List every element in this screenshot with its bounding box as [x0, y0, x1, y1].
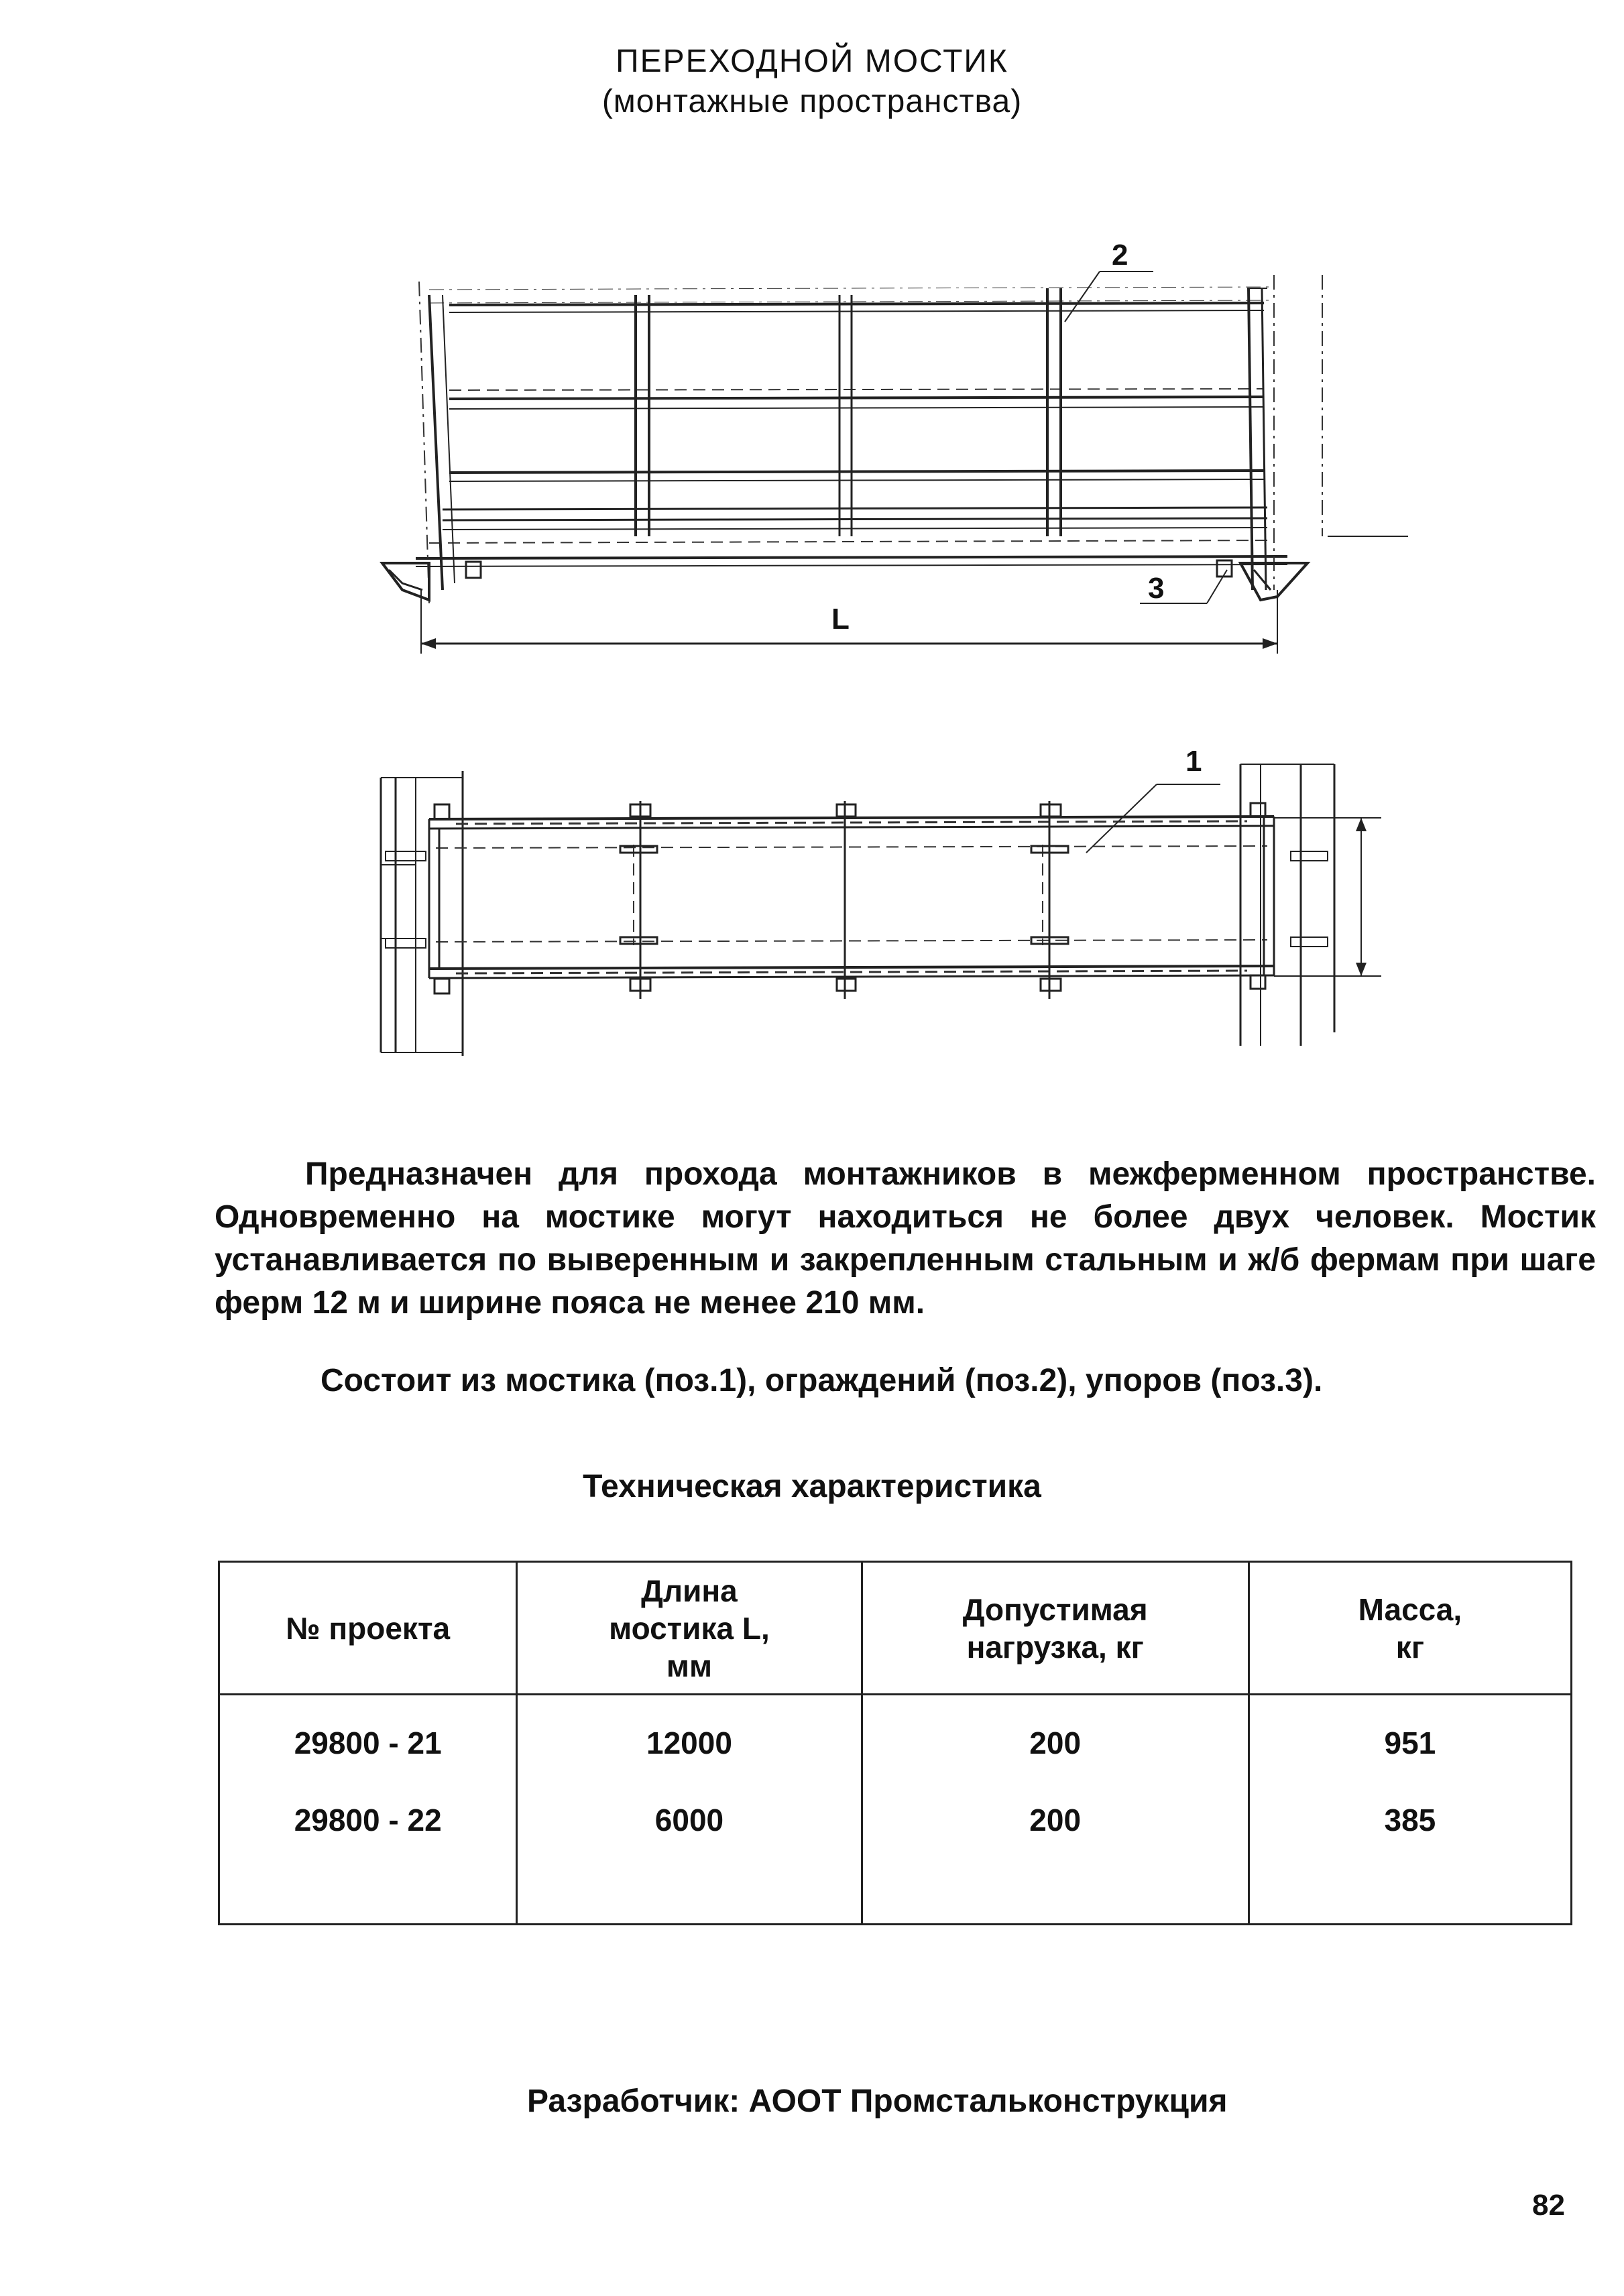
composition-text: Состоит из мостика (поз.1), ограждений (поз.2), упоров (поз.3).	[321, 1363, 1323, 1398]
description	[215, 1153, 1596, 1325]
description-paragraph: Предназначен для прохода монтажников в межферменном пространстве. Одновременно на мостике могут находиться не более двух человек. Мостик устанавливается по выверенным и закрепленным стальным и ж/б фермам при шаге ферм 12 м и ширине пояса не менее 210 мм.	[215, 1156, 1596, 1321]
dimension-label: L	[831, 603, 850, 636]
cell-mass: 385	[1249, 1772, 1571, 1925]
cell-length: 12000	[517, 1695, 862, 1773]
page-subtitle: (монтажные пространства)	[601, 84, 1023, 119]
developer-credit: Разработчик: АООТ Промстальконструкция	[527, 2083, 1228, 2119]
side-elevation	[382, 239, 1408, 654]
header-length: Длина мостика L, мм	[517, 1562, 862, 1695]
plan-view	[381, 745, 1381, 1056]
callout-2-label: 2	[1112, 239, 1128, 271]
callout-1-label: 1	[1185, 745, 1202, 778]
page-title: ПЕРЕХОДНОЙ МОСТИК	[616, 44, 1008, 79]
header-project-number: № проекта	[219, 1562, 517, 1695]
bridge-drawing	[0, 0, 1624, 1140]
table-header-row	[219, 1562, 1572, 1695]
cell-project: 29800 - 22	[219, 1772, 517, 1925]
table-title: Техническая характеристика	[583, 1469, 1041, 1504]
cell-length: 6000	[517, 1772, 862, 1925]
page-number: 82	[1532, 2189, 1565, 2222]
callout-3-label: 3	[1148, 572, 1165, 605]
cell-mass: 951	[1249, 1695, 1571, 1773]
cell-load: 200	[862, 1772, 1249, 1925]
header-load: Допустимая нагрузка, кг	[862, 1562, 1249, 1695]
spec-table	[218, 1561, 1572, 1925]
table-row	[219, 1695, 1572, 1773]
cell-load: 200	[862, 1695, 1249, 1773]
table-row	[219, 1772, 1572, 1925]
cell-project: 29800 - 21	[219, 1695, 517, 1773]
header-mass: Масса, кг	[1249, 1562, 1571, 1695]
